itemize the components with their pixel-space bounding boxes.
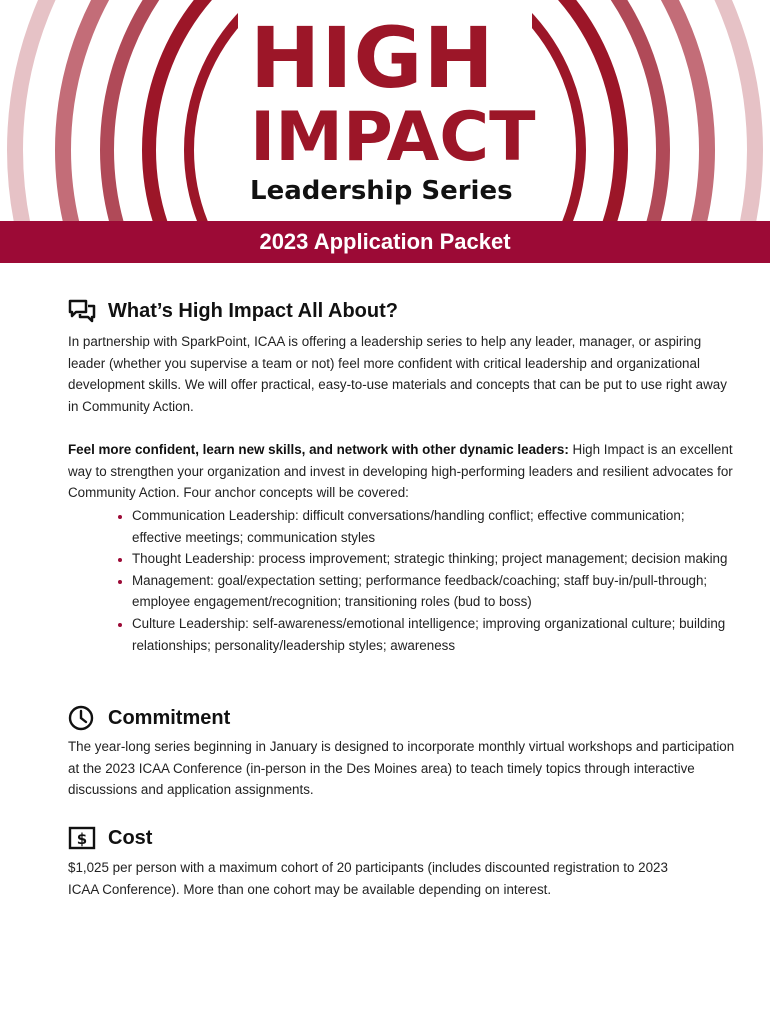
commitment-heading-row: [68, 705, 230, 731]
high-impact-logo: [250, 9, 536, 206]
cost-heading-row: [68, 825, 152, 851]
commitment-paragraph: The year-long series beginning in January is designed to incorporate monthly virtual workshops and participation at the 2023 ICAA Conference (in-person in the Des Moines area) to teach timely topics through interactive discussions and application assignments.: [68, 739, 735, 798]
list-item: • Culture Leadership: self-awareness/emotional intelligence; improving organizational culture; building relationships; personality/leadership styles; awareness: [132, 613, 732, 656]
about-lead-bold: Feel more confident, learn new skills, and network with other dynamic leaders:: [68, 442, 569, 457]
logo-high: HIGH: [250, 9, 495, 107]
header: [0, 0, 770, 222]
about-lead-text: High Impact is an excellent way to strengthen your organization and invest in developing high-performing leaders and resilient advocates for Community Action. Four anchor concepts will be covered:: [68, 442, 733, 501]
commitment-heading: Commitment: [108, 706, 231, 729]
svg-text:$: $: [76, 830, 88, 848]
dollar-bill-icon: [68, 825, 96, 851]
list-item: • Management: goal/expectation setting; performance feedback/coaching; staff buy-in/pull-through; employee engagement/recognition; transitioning roles (bud to boss): [132, 570, 732, 613]
title-banner: 2023 Application Packet: [0, 221, 770, 263]
logo-impact: IMPACT: [250, 98, 536, 177]
logo-subtitle: Leadership Series: [250, 176, 513, 206]
clock-icon: [68, 705, 96, 731]
cost-paragraph: $1,025 per person with a maximum cohort of 20 participants (includes discounted registration to 2023 ICAA Conference). More than one cohort may be available depending on interest.: [68, 860, 668, 897]
about-heading: What’s High Impact All About?: [108, 299, 398, 322]
chat-bubbles-icon: [68, 298, 96, 324]
cost-heading: Cost: [108, 826, 153, 849]
list-item: • Thought Leadership: process improvement; strategic thinking; project management; decision making: [132, 548, 732, 570]
list-item: • Communication Leadership: difficult conversations/handling conflict; effective communication; effective meetings; communication styles: [132, 505, 732, 548]
about-lead-paragraph: [68, 439, 738, 504]
about-paragraph: In partnership with SparkPoint, ICAA is offering a leadership series to help any leader, manager, or aspiring leader (whether you supervise a team or not) feel more confident with critical leadership and organizational development skills. We will offer practical, easy-to-use materials and concepts that can be put to use right away in Community Action.: [68, 334, 727, 414]
anchor-concepts-list: [105, 505, 732, 656]
about-heading-row: [68, 298, 398, 324]
